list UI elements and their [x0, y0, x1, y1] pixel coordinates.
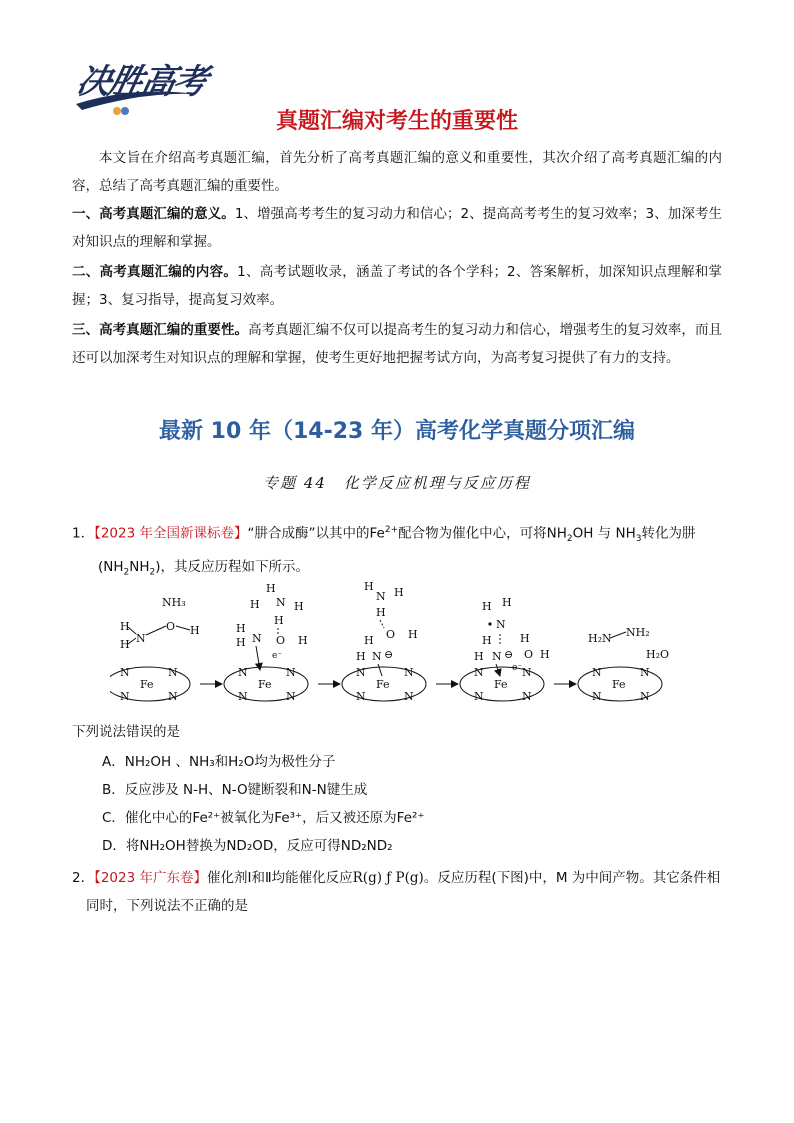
- stage-3-fe: Fe: [376, 678, 390, 691]
- stage-2-h-left: H: [250, 598, 260, 611]
- stage-2-h1: H: [236, 622, 246, 635]
- stage-5-h2n: H₂N: [588, 632, 612, 645]
- stage-2-ring-n3: N: [238, 690, 248, 703]
- stage-4-ring-n1: N: [474, 666, 484, 679]
- question-1-number: 1．: [72, 525, 95, 542]
- stage-2-n: N: [252, 632, 262, 645]
- stage-4-h1: H: [482, 634, 492, 647]
- stage-2-ring-n2: N: [286, 666, 296, 679]
- stage-3-h-mid: H: [376, 606, 386, 619]
- stage-1-n: N: [136, 632, 146, 645]
- collection-subtitle: 最新 10 年（14-23 年）高考化学真题分项汇编: [159, 419, 635, 444]
- stage-3-charge: ⊖: [384, 648, 394, 661]
- stage-3-h-o: H: [408, 628, 418, 641]
- stage-4-electron: e⁻: [512, 663, 523, 673]
- stage-1-ring-n3: N: [120, 690, 130, 703]
- section-2: [72, 258, 722, 314]
- question-1-text-3: 转化为肼: [641, 525, 696, 542]
- stage-1: [110, 596, 200, 703]
- stage-5-ring-n1: N: [592, 666, 602, 679]
- stage-2-h-mid: H: [274, 614, 284, 627]
- stage-4-o: O: [524, 648, 534, 661]
- stage-3-ring-n1: N: [356, 666, 366, 679]
- question-2-text-2: 。反应历程(下图)中，M 为中间产物。其它条件相同时，下列说法不正确的是: [86, 870, 721, 914]
- stage-5-fe: Fe: [612, 678, 626, 691]
- stage-5-nh2: NH₂: [626, 626, 650, 639]
- stage-4-h-top1: H: [482, 600, 492, 613]
- stage-2-h3: H: [298, 634, 308, 647]
- topic-title: 专题 44 化学反应机理与反应历程: [263, 474, 531, 492]
- stage-4-ring-n3: N: [474, 690, 484, 703]
- stage-2-h2: H: [236, 636, 246, 649]
- stage-4-h-top2: H: [502, 596, 512, 609]
- stage-1-h1: H: [120, 620, 130, 633]
- stage-2-ring-n1: N: [238, 666, 248, 679]
- stage-1-h3: H: [190, 624, 200, 637]
- stage-2-n-top: N: [276, 596, 286, 609]
- reaction-mechanism-diagram: [110, 580, 670, 718]
- question-2-text: 催化剂Ⅰ和Ⅱ均能催化反应: [207, 870, 353, 886]
- stage-3: [342, 580, 426, 703]
- ammonia: NH: [615, 525, 636, 542]
- section-1: [72, 200, 722, 256]
- fe-ion: Fe: [369, 525, 385, 542]
- stage-4-h-o2: H: [540, 648, 550, 661]
- stage-2-h-top: H: [266, 582, 276, 595]
- stage-5-ring-n4: N: [640, 690, 650, 703]
- hydroxylamine: NH: [546, 525, 567, 542]
- section-3-body: 高考真题汇编不仅可以提高考生的复习动力和信心，增强考生的复习效率，而且还可以加深考生对知识点的理解和掌握，使考生更好地把握考试方向，为高考复习提供了有力的支持。: [72, 322, 723, 366]
- hydrazine-mid: NH: [129, 559, 150, 576]
- stage-5: [578, 626, 669, 703]
- hydrazine-close: ): [155, 559, 161, 576]
- stage-4-h2: H: [474, 650, 484, 663]
- section-1-body: 1、增强高考考生的复习动力和信心；2、提高高考考生的复习效率；3、加深考生对知识点的理解和掌握。: [72, 206, 722, 250]
- question-2: [72, 864, 722, 920]
- ammonia-sub: 3: [635, 534, 642, 545]
- stage-2-o: O: [276, 634, 286, 647]
- stage-1-ring-n1: N: [120, 666, 130, 679]
- option-c[interactable]: C．催化中心的Fe²⁺被氧化为Fe³⁺，后又被还原为Fe²⁺: [102, 810, 425, 826]
- stage-5-ring-n2: N: [640, 666, 650, 679]
- stage-1-ring-n2: N: [168, 666, 178, 679]
- fe-charge: 2+: [384, 525, 399, 535]
- hydrazine: (NH: [98, 559, 124, 576]
- stage-1-h2: H: [120, 638, 130, 651]
- stage-3-h-top2: H: [394, 586, 404, 599]
- stage-3-o: O: [386, 628, 396, 641]
- question-1: [72, 516, 722, 587]
- stage-5-h2o: H₂O: [646, 648, 670, 661]
- question-1-text-4: ，其反应历程如下所示。: [160, 559, 310, 576]
- stage-4-n: N: [492, 650, 502, 663]
- stage-4-n-top: N: [496, 618, 506, 631]
- section-1-head: 一、高考真题汇编的意义。: [72, 206, 235, 222]
- stage-4-fe: Fe: [494, 678, 508, 691]
- logo-text: 决胜高考: [73, 62, 210, 102]
- stage-3-ring-n3: N: [356, 690, 366, 703]
- stage-4: [460, 596, 550, 703]
- stage-3-n: N: [372, 650, 382, 663]
- conjunction: 与: [593, 525, 616, 542]
- stage-4-h-o1: H: [520, 632, 530, 645]
- hydroxylamine-tail: OH: [572, 525, 594, 542]
- stage-2-fe: Fe: [258, 678, 272, 691]
- option-b[interactable]: B．反应涉及 N-H、N-O键断裂和N-N键生成: [102, 782, 368, 798]
- hydroxylamine-sub: 2: [566, 534, 573, 545]
- section-2-body: 1、高考试题收录，涵盖了考试的各个学科；2、答案解析，加深知识点理解和掌握；3、复习指导，提高复习效率。: [72, 264, 723, 308]
- stage-2-ring-n4: N: [286, 690, 296, 703]
- stage-3-h2: H: [356, 650, 366, 663]
- stage-3-ring-n2: N: [404, 666, 414, 679]
- stage-1-o: O: [166, 620, 176, 633]
- stage-1-fe: Fe: [140, 678, 154, 691]
- stage-1-nh3: NH₃: [162, 596, 186, 609]
- stage-4-charge: ⊖: [504, 648, 514, 661]
- stage-2-electron: e⁻: [272, 651, 283, 661]
- option-a[interactable]: A．NH₂OH 、NH₃和H₂O均为极性分子: [102, 754, 336, 770]
- question-1-source: 【2023 年全国新课标卷】: [94, 525, 248, 542]
- stage-3-h-top1: H: [364, 580, 374, 593]
- question-1-prompt: 下列说法错误的是: [72, 724, 180, 740]
- option-d[interactable]: D．将NH₂OH替换为ND₂OD，反应可得ND₂ND₂: [102, 838, 393, 854]
- hydrazine-sub-2: 2: [149, 567, 156, 578]
- question-2-source: 【2023 年广东卷】: [94, 870, 207, 886]
- section-2-head: 二、高考真题汇编的内容。: [72, 264, 238, 280]
- stage-2: [224, 582, 308, 703]
- question-1-text-2: 配合物为催化中心，可将: [398, 525, 547, 542]
- stage-3-h1: H: [364, 634, 374, 647]
- hydrazine-sub-1: 2: [123, 567, 130, 578]
- stage-3-ring-n4: N: [404, 690, 414, 703]
- section-3: [72, 316, 722, 372]
- stage-2-h-right: H: [294, 600, 304, 613]
- section-3-head: 三、高考真题汇编的重要性。: [72, 322, 249, 338]
- stage-4-ring-n4: N: [522, 690, 532, 703]
- stage-3-n-top: N: [376, 590, 386, 603]
- question-2-equation: R(g) ƒ P(g): [352, 870, 424, 886]
- page-title: 真题汇编对考生的重要性: [275, 109, 518, 134]
- question-2-number: 2．: [72, 870, 95, 886]
- stage-1-ring-n4: N: [168, 690, 178, 703]
- stage-5-ring-n3: N: [592, 690, 602, 703]
- question-1-text: “肼合成酶”以其中的: [247, 525, 370, 542]
- intro-paragraph: 本文旨在介绍高考真题汇编，首先分析了高考真题汇编的意义和重要性，其次介绍了高考真题汇编的内容，总结了高考真题汇编的重要性。: [72, 150, 722, 194]
- stage-4-ring-n2: N: [522, 666, 532, 679]
